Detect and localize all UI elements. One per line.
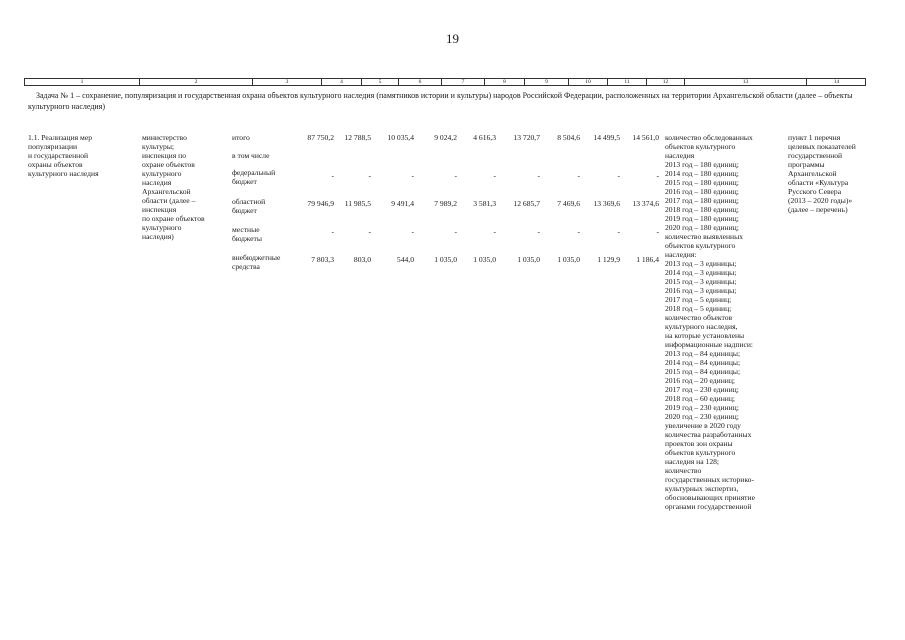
- funding-label-regional: областной бюджет: [232, 197, 266, 215]
- funding-value: -: [577, 171, 580, 180]
- header-col-7: 7: [441, 79, 484, 85]
- funding-value: -: [454, 227, 457, 236]
- funding-value: 9 491,4: [391, 199, 414, 208]
- funding-label-local: местные бюджеты: [232, 225, 262, 243]
- funding-value: -: [493, 227, 496, 236]
- funding-value: -: [537, 171, 540, 180]
- funding-value: -: [368, 227, 371, 236]
- funding-value: 12 685,7: [513, 199, 540, 208]
- measure-reference: пункт 1 перечня целевых показателей государственной программы Архангельской области «Культура Русского Севера (2013 – 2020 годы)» (далее – перечень): [788, 133, 856, 214]
- funding-value: -: [656, 171, 659, 180]
- header-col-3: 3: [252, 79, 321, 85]
- funding-value: -: [493, 171, 496, 180]
- page-number: 19: [446, 31, 459, 46]
- funding-label-offbudget: внебюджетные средства: [232, 253, 281, 271]
- funding-value: 1 035,0: [434, 255, 457, 264]
- funding-value: 12 788,5: [344, 133, 371, 142]
- funding-value: -: [656, 227, 659, 236]
- funding-value: -: [617, 171, 620, 180]
- funding-value: 79 946,9: [307, 199, 334, 208]
- funding-value: 14 561,0: [632, 133, 659, 142]
- header-col-6: 6: [398, 79, 441, 85]
- header-col-13: 13: [684, 79, 806, 85]
- funding-value: -: [411, 171, 414, 180]
- header-col-2: 2: [139, 79, 252, 85]
- funding-label-total: итого: [232, 133, 250, 142]
- funding-value: -: [537, 227, 540, 236]
- funding-value: 544,0: [396, 255, 414, 264]
- funding-value: 7 803,3: [311, 255, 334, 264]
- header-col-1: 1: [80, 79, 84, 85]
- funding-value: 4 616,3: [473, 133, 496, 142]
- funding-value: 1 186,4: [636, 255, 659, 264]
- funding-value: -: [577, 227, 580, 236]
- funding-value: -: [368, 171, 371, 180]
- funding-value: 803,0: [353, 255, 371, 264]
- funding-label-federal: федеральный бюджет: [232, 168, 276, 186]
- funding-value: 1 035,0: [517, 255, 540, 264]
- funding-value: -: [411, 227, 414, 236]
- header-col-4: 4: [321, 79, 361, 85]
- header-col-10: 10: [568, 79, 607, 85]
- funding-value: 13 374,6: [632, 199, 659, 208]
- header-col-8: 8: [484, 79, 524, 85]
- funding-value: 1 035,0: [473, 255, 496, 264]
- measure-indicators: количество обследованных объектов культурного наследия 2013 год – 180 единиц; 2014 год – 180 единиц; 2015 год – 180 единиц; 2016 год – 180 единиц; 2017 год – 180 единиц; 2018 год – 180 единиц; 2019 год – 180 единиц; 2020 год – 180 единиц; количество выявленных объектов культурного наследия: 2013 год – 3 единицы; 2014 год – 3 единицы; 2015 год – 3 единицы; 2016 год – 3 единицы; 2017 год – 5 единиц; 2018 год – 5 единиц; количество объектов культурного наследия, на которые установлены информационные надписи: 2013 год – 84 единицы; 2014 год – 84 единицы; 2015 год – 84 единицы; 2016 год – 20 единиц; 2017 год – 230 единиц; 2018 год – 60 единиц; 2019 год – 230 единиц; 2020 год – 230 единиц; увеличение в 2020 году количества разработанных проектов зон охраны объектов культурного наследия на 128; количество государственных историко- культурных экспертиз, обосновывающих принятие органами государственной: [665, 133, 755, 511]
- header-col-9: 9: [524, 79, 568, 85]
- funding-value: -: [454, 171, 457, 180]
- funding-value: -: [331, 171, 334, 180]
- header-col-11: 11: [607, 79, 646, 85]
- funding-value: 1 129,9: [597, 255, 620, 264]
- funding-value: 13 720,7: [513, 133, 540, 142]
- funding-value: -: [617, 227, 620, 236]
- measure-name: 1.1. Реализация мер популяризации и государственной охраны объектов культурного наследия: [28, 133, 99, 178]
- funding-value: 7 989,2: [434, 199, 457, 208]
- funding-value: 1 035,0: [557, 255, 580, 264]
- funding-value: 7 469,6: [557, 199, 580, 208]
- task-heading: Задача № 1 – сохранение, популяризация и государственная охрана объектов культурного наследия (памятников истории и культуры) народов Российской Федерации, расположенных на территории Архангельской области (далее – объекты культурного наследия): [28, 91, 853, 111]
- funding-value: 9 024,2: [434, 133, 457, 142]
- header-col-12: 12: [646, 79, 684, 85]
- funding-value: 8 504,6: [557, 133, 580, 142]
- funding-value: 14 499,5: [593, 133, 620, 142]
- funding-value: -: [331, 227, 334, 236]
- funding-value: 13 369,6: [593, 199, 620, 208]
- header-col-5: 5: [361, 79, 398, 85]
- header-col-14: 14: [806, 79, 866, 85]
- funding-value: 10 035,4: [387, 133, 414, 142]
- funding-value: 11 985,5: [344, 199, 371, 208]
- funding-label-including: в том числе: [232, 151, 270, 160]
- funding-value: 3 581,3: [473, 199, 496, 208]
- measure-executor: министерство культуры; инспекция по охране объектов культурного наследия Архангельской области (далее – инспекция по охране объектов культурного наследия): [142, 133, 205, 241]
- table-header-row: [24, 78, 866, 86]
- funding-value: 87 750,2: [307, 133, 334, 142]
